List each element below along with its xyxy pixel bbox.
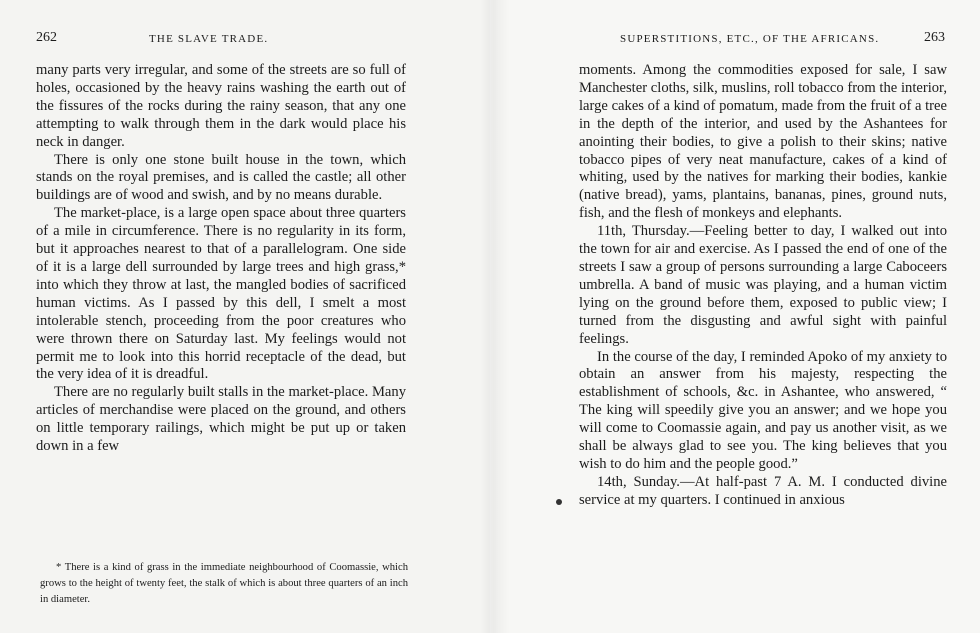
right-paragraph: moments. Among the commodities exposed for sale, I saw Manchester cloths, silk, muslins, roll tobacco from the interior, large cakes of a kind of pomatum, made from the fruit of a tree in the depth of the interior, and used by the Ashantees for anointing their bodies, to give a polish to their skins; native tobacco pipes of very neat manufacture, cakes of a kind of whiting, used by the natives for marking their bodies, kankie (native bread), yams, plantains, bananas, pines, ground nuts, fish, and the flesh of monkeys and elephants. — [579, 62, 947, 222]
footnote: * There is a kind of grass in the immediate neighbourhood of Coomassie, which grows to the height of twenty feet, the stalk of which is about three quarters of an inch in diameter. — [40, 562, 408, 605]
left-paragraph: There is only one stone built house in the town, which stands on the royal premises, and is called the castle; all other buildings are of wood and swish, and by no means durable. — [36, 151, 406, 204]
right-paragraph: In the course of the day, I reminded Apoko of my anxiety to obtain an answer from his majesty, respecting the establishment of schools, &c. in Ashantee, who answered, “ The king will speedily give you an answer; and we hope you will come to Coomassie again, and pay us another visit, as we shall be always glad to see you. The king believes that you wish to do him and the people good.” — [579, 348, 947, 472]
left-page-number: 262 — [36, 30, 57, 45]
right-page-body — [579, 62, 947, 510]
left-paragraph: The market-place, is a large open space about three quarters of a mile in circumference. There is no regularity in its form, but it approaches nearest to that of a parallelogram. One side of it is a large dell surrounded by large trees and high grass,* into which they throw at last, the mangled bodies of sacrificed human victims. As I passed by this dell, I smelt a most intolerable stench, proceeding from the poor creatures who were thrown there on Saturday last. My feelings would not permit me to look into this horrid receptacle of the dead, but the very idea of it is dreadful. — [36, 205, 406, 383]
left-page-body — [36, 62, 406, 456]
left-page-header — [36, 30, 406, 51]
right-paragraph: 14th, Sunday.—At half-past 7 A. M. I conducted divine service at my quarters. I continued in anxious — [579, 473, 947, 508]
right-page-header — [620, 30, 945, 51]
left-running-head: THE SLAVE TRADE. — [149, 33, 269, 45]
right-page-number: 263 — [924, 30, 945, 45]
right-running-head: SUPERSTITIONS, ETC., OF THE AFRICANS. — [620, 33, 880, 45]
left-paragraph: There are no regularly built stalls in the market-place. Many articles of merchandise were placed on the ground, and others on little temporary railings, which might be put up or taken down in a few — [36, 384, 406, 455]
ink-speck — [556, 499, 562, 505]
right-paragraph: 11th, Thursday.—Feeling better to day, I walked out into the town for air and exercise. As I passed the end of one of the streets I saw a group of persons surrounding a large Caboceers umbrella. A band of music was playing, and a human victim lying on the ground before them, exposed to public view; I turned from the disgusting and awful sight with painful feelings. — [579, 223, 947, 347]
left-paragraph: many parts very irregular, and some of the streets are so full of holes, occasioned by the heavy rains washing the earth out of the fissures of the rocks during the rainy season, that any one attempting to walk through them in the dark would place his neck in danger. — [36, 62, 406, 150]
book-gutter-shadow — [480, 0, 510, 633]
